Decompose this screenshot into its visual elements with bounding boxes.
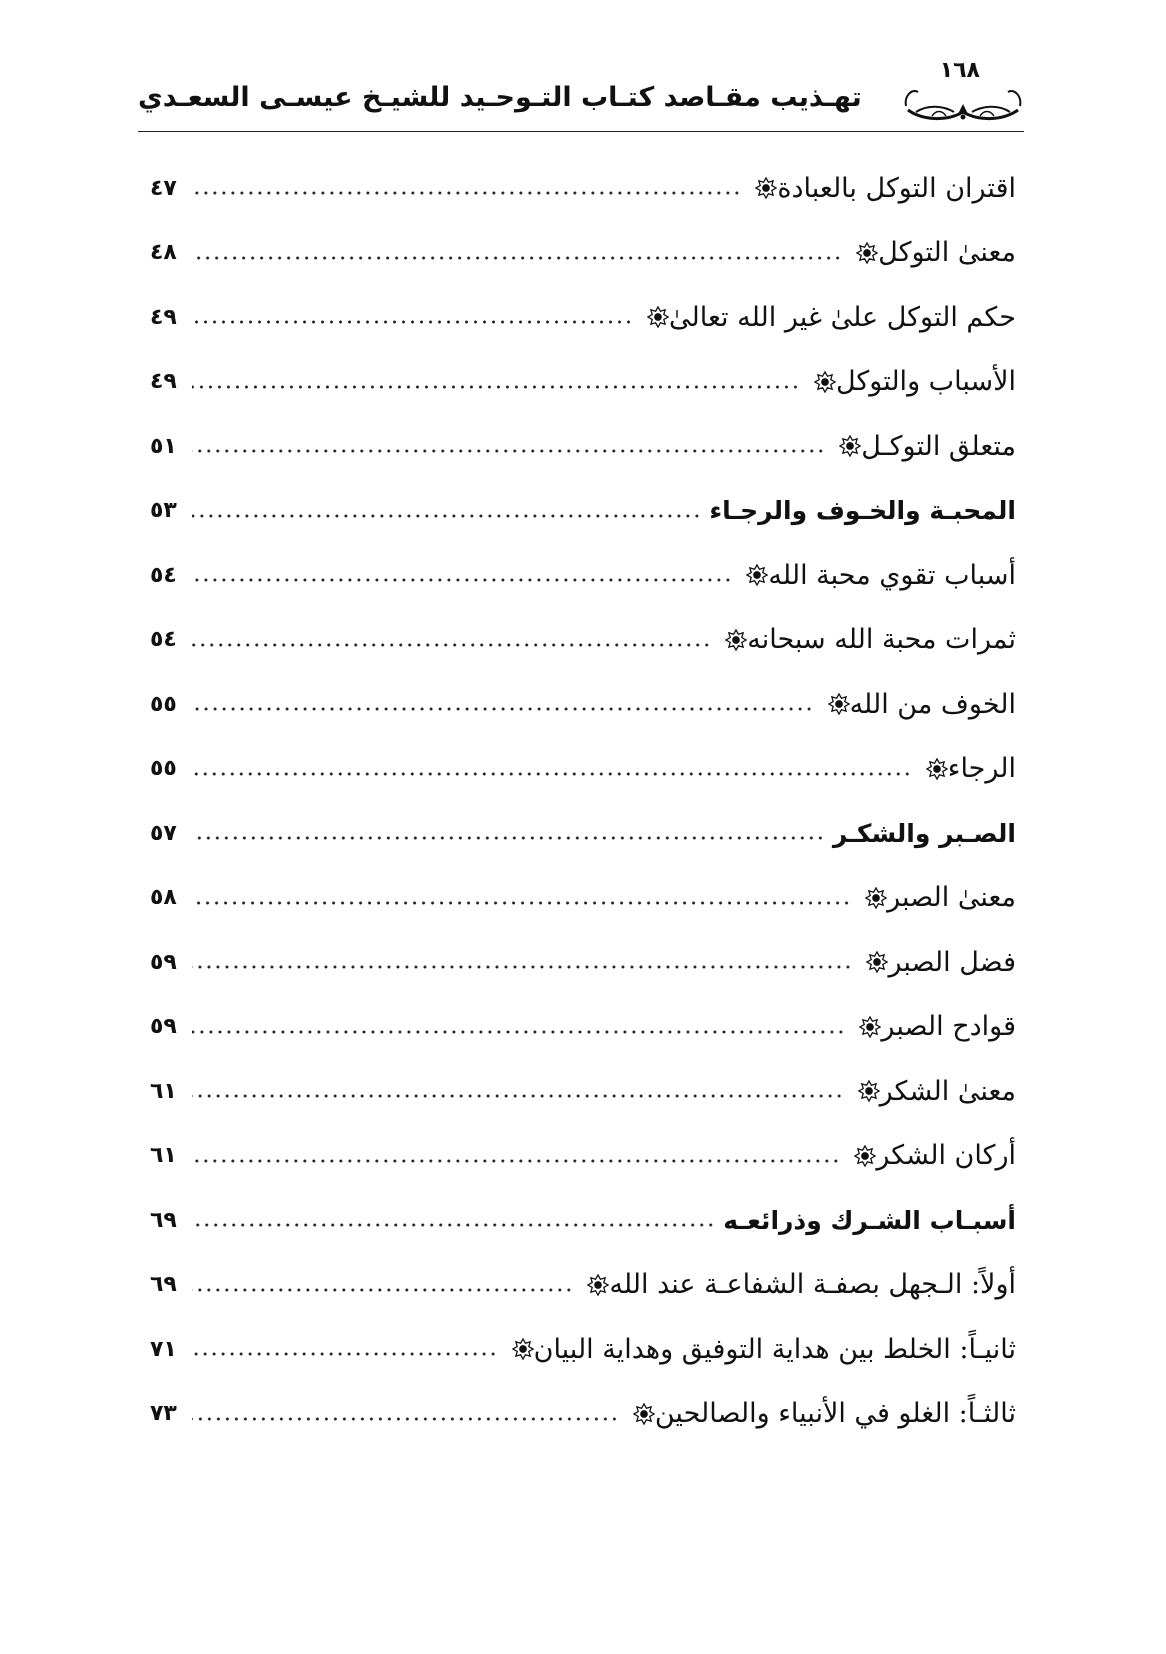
dot-leader: [192, 1404, 619, 1424]
toc-entry-row: [150, 737, 1016, 802]
toc-section-row: [150, 801, 1016, 866]
eight-point-star-icon: [828, 693, 850, 715]
toc-entry-title: [641, 302, 1016, 333]
dot-leader: [192, 759, 912, 779]
eight-point-star-icon: [814, 371, 836, 393]
eight-point-star-icon: [858, 1080, 880, 1102]
eight-point-star-icon: [587, 1274, 609, 1296]
toc-page-number: ٥٩: [150, 949, 177, 975]
dot-leader: [192, 1146, 840, 1166]
toc-entry-title: [627, 1398, 1016, 1429]
toc-page-number: ٥٧: [150, 820, 177, 846]
toc-page-number: ٤٨: [150, 240, 177, 266]
toc-page-number: ٤٧: [150, 175, 177, 201]
toc-entry-title: [833, 819, 1016, 848]
toc-entry-title: [822, 689, 1016, 720]
eight-point-star-icon: [854, 1145, 876, 1167]
dot-leader: [192, 307, 633, 327]
toc-entry-title: [860, 947, 1016, 978]
dot-leader: [192, 565, 732, 585]
toc-entry-text: الخوف من الله: [849, 688, 1016, 720]
toc-entry-row: [150, 156, 1016, 221]
toc-entry-row: [150, 672, 1016, 737]
toc-entry-text: المحبـة والخـوف والرجـاء: [709, 496, 1016, 526]
dot-leader: [192, 1275, 573, 1295]
dot-leader: [192, 952, 852, 972]
dot-leader: [192, 243, 842, 263]
dot-leader: [192, 888, 851, 908]
dot-leader: [192, 1081, 844, 1101]
toc-entry-row: [150, 221, 1016, 286]
eight-point-star-icon: [859, 1016, 881, 1038]
toc-entry-text: الصـبر والشكـر: [832, 818, 1016, 848]
running-title: تهـذيب مقـاصد كتـاب التـوحـيد للشيـخ عيسـى السعـدي: [138, 82, 862, 113]
toc-entry-row: [150, 543, 1016, 608]
toc-entry-row: [150, 1382, 1016, 1447]
toc-entry-text: أولاً: الـجهل بصفـة الشفاعـة عند الله: [609, 1269, 1016, 1301]
toc-page-number: ٥٥: [150, 691, 177, 717]
eight-point-star-icon: [746, 564, 768, 586]
toc-page-number: ٧٣: [150, 1401, 177, 1427]
toc-entry-text: معنىٰ الصبر: [887, 882, 1016, 914]
toc-page-number: ٥٥: [150, 756, 177, 782]
toc-entry-title: [859, 882, 1016, 913]
dot-leader: [192, 1017, 845, 1037]
toc-entry-title: [506, 1334, 1016, 1365]
dot-leader: [192, 630, 711, 650]
toc-page-number: ٤٩: [150, 369, 177, 395]
dot-leader: [192, 372, 800, 392]
dot-leader: [192, 823, 825, 843]
toc-entry-text: معنىٰ الشكر: [879, 1075, 1016, 1107]
eight-point-star-icon: [856, 242, 878, 264]
toc-page-number: ٧١: [150, 1336, 177, 1362]
toc-entry-text: قوادح الصبر: [881, 1011, 1016, 1043]
dot-leader: [192, 694, 814, 714]
toc-entry-title: [749, 173, 1016, 204]
toc-entry-title: [723, 1206, 1016, 1235]
dot-leader: [192, 1339, 498, 1359]
toc-entry-text: حكم التوكل علىٰ غير الله تعالىٰ: [669, 301, 1016, 333]
toc-entry-title: [833, 431, 1016, 462]
toc-entry-title: [581, 1269, 1016, 1300]
dot-leader: [192, 1210, 715, 1230]
toc-page-number: ٤٩: [150, 304, 177, 330]
toc-entry-text: أسباب تقوي محبة الله: [768, 559, 1016, 591]
toc-page-number: ٥٨: [150, 885, 177, 911]
toc-page-number: ٥٩: [150, 1014, 177, 1040]
eight-point-star-icon: [633, 1403, 655, 1425]
eight-point-star-icon: [865, 887, 887, 909]
toc-entry-title: [719, 624, 1016, 655]
toc-page-number: ٥١: [150, 433, 177, 459]
toc-entry-text: معنىٰ التوكل: [878, 237, 1016, 269]
toc-page-number: ٥٣: [150, 498, 177, 524]
toc-entry-row: [150, 1059, 1016, 1124]
toc-section-row: [150, 1188, 1016, 1253]
eight-point-star-icon: [926, 758, 948, 780]
toc-entry-text: ثالثـاً: الغلو في الأنبياء والصالحين: [654, 1398, 1016, 1430]
eight-point-star-icon: [839, 435, 861, 457]
toc-entry-title: [920, 753, 1016, 784]
toc-entry-text: ثانيـاً: الخلط بين هداية التوفيق وهداية البيان: [533, 1333, 1016, 1365]
toc-entry-title: [740, 560, 1016, 591]
table-of-contents: [150, 156, 1016, 1446]
toc-entry-text: أسبـاب الشـرك وذرائعـه: [723, 1205, 1016, 1235]
toc-entry-text: متعلق التوكـل: [861, 430, 1016, 462]
dot-leader: [192, 436, 825, 456]
eight-point-star-icon: [647, 306, 669, 328]
page-number: ١٦٨: [939, 58, 980, 83]
page-header: [138, 60, 1024, 132]
toc-entry-row: [150, 608, 1016, 673]
toc-section-row: [150, 479, 1016, 544]
toc-entry-text: اقتران التوكل بالعبادة: [777, 172, 1016, 204]
toc-page-number: ٦٩: [150, 1272, 177, 1298]
eight-point-star-icon: [512, 1338, 534, 1360]
toc-entry-title: [853, 1011, 1016, 1042]
toc-page-number: ٥٤: [150, 562, 177, 588]
toc-entry-title: [852, 1076, 1016, 1107]
toc-entry-text: أركان الشكر: [876, 1140, 1016, 1172]
toc-page-number: ٦١: [150, 1078, 177, 1104]
toc-entry-title: [848, 1140, 1016, 1171]
toc-entry-row: [150, 866, 1016, 931]
toc-page-number: ٦٩: [150, 1207, 177, 1233]
toc-entry-row: [150, 414, 1016, 479]
dot-leader: [192, 501, 701, 521]
toc-entry-text: الأسباب والتوكل: [835, 366, 1016, 398]
toc-entry-text: فضل الصبر: [888, 946, 1016, 978]
eight-point-star-icon: [755, 177, 777, 199]
toc-page-number: ٦١: [150, 1143, 177, 1169]
toc-entry-text: ثمرات محبة الله سبحانه: [747, 624, 1016, 656]
toc-entry-row: [150, 995, 1016, 1060]
toc-entry-text: الرجاء: [947, 753, 1016, 785]
toc-entry-row: [150, 1124, 1016, 1189]
eight-point-star-icon: [866, 951, 888, 973]
eight-point-star-icon: [725, 629, 747, 651]
toc-entry-title: [808, 366, 1016, 397]
toc-entry-row: [150, 285, 1016, 350]
toc-entry-row: [150, 350, 1016, 415]
toc-entry-title: [709, 496, 1016, 525]
toc-entry-row: [150, 930, 1016, 995]
dot-leader: [192, 178, 741, 198]
toc-page-number: ٥٤: [150, 627, 177, 653]
toc-entry-row: [150, 1317, 1016, 1382]
toc-entry-row: [150, 1253, 1016, 1318]
toc-entry-title: [850, 237, 1016, 268]
header-divider: [138, 131, 1024, 132]
